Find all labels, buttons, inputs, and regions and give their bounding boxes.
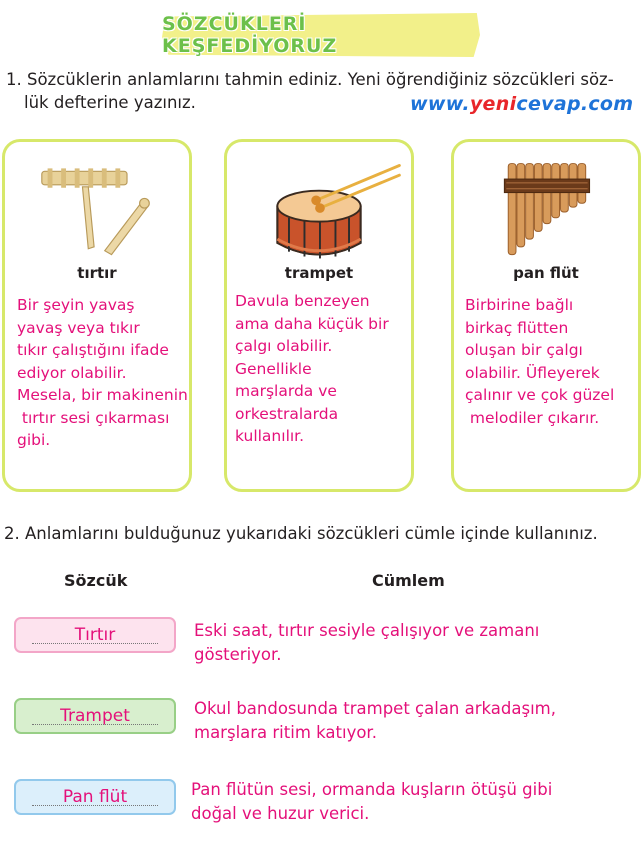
column-header-word: Sözcük <box>64 571 128 590</box>
column-header-sentence: Cümlem <box>372 571 445 590</box>
snare-drum-icon <box>227 156 411 266</box>
card-word-label: trampet <box>284 264 354 282</box>
watermark-logo: www.yenicevap.com <box>410 93 634 115</box>
sentence-trampet: Okul bandosunda trampet çalan arkadaşım, marşlara ritim katıyor. <box>194 699 556 742</box>
dotted-line <box>32 643 158 644</box>
question-2: 2. Anlamlarını bulduğunuz yukarıdaki sözcükleri cümle içinde kullanınız. <box>4 524 598 543</box>
sentence-tirtir: Eski saat, tırtır sesiyle çalışıyor ve zamanı gösteriyor. <box>194 621 540 664</box>
word-card-trampet <box>224 139 414 492</box>
dotted-line <box>32 805 158 806</box>
pan-flute-icon <box>454 156 638 266</box>
tirtir-ratchet-icon <box>5 156 189 266</box>
word-label: Tırtır <box>74 625 116 645</box>
word-box-pan-flut <box>14 779 176 815</box>
card-description: Birbirine bağlı birkaç flütten oluşan bir çalgı olabilir. Üfleyerek çalınır ve çok güzel melodiler çıkarır. <box>465 296 615 427</box>
word-label: Trampet <box>60 706 130 726</box>
word-box-trampet <box>14 698 176 734</box>
word-card-pan-flut <box>451 139 641 492</box>
word-box-tirtir <box>14 617 176 653</box>
card-description: Davula benzeyen ama daha küçük bir çalgı olabilir. Genellikle marşlarda ve orkestralarda kullanılır. <box>235 292 389 445</box>
dotted-line <box>32 724 158 725</box>
card-word-label: tırtır <box>77 264 117 282</box>
sentence-pan-flut: Pan flütün sesi, ormanda kuşların ötüşü gibi doğal ve huzur verici. <box>191 780 553 823</box>
question-1-line-1: 1. Sözcüklerin anlamlarını tahmin ediniz. Yeni öğrendiğiniz sözcükleri söz- <box>6 70 614 89</box>
question-1-line-2: lük defterine yazınız. <box>24 93 196 112</box>
card-description: Bir şeyin yavaş yavaş veya tıkır tıkır çalıştığını ifade ediyor olabilir. Mesela, bir makinenin tırtır sesi çıkarması gibi. <box>17 296 188 449</box>
word-card-tirtir <box>2 139 192 492</box>
page-title: SÖZCÜKLERİ KEŞFEDİYORUZ <box>162 13 338 57</box>
card-word-label: pan flüt <box>513 264 579 282</box>
word-label: Pan flüt <box>62 787 128 807</box>
